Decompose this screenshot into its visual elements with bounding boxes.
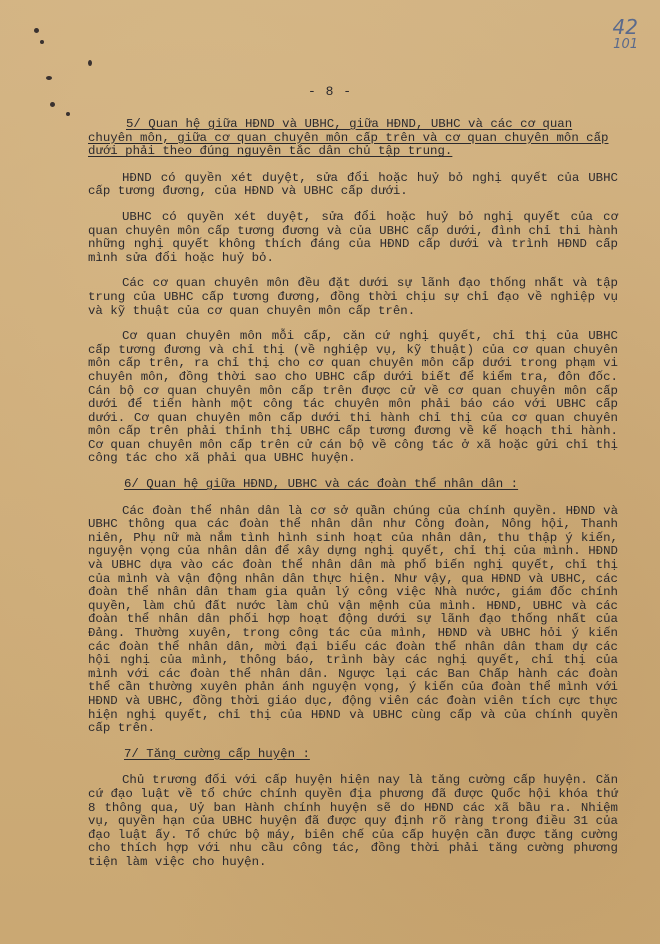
section-5-paragraph: HĐND có quyền xét duyệt, sửa đổi hoặc huỷ bỏ nghị quyết của UBHC cấp tương đương, của HĐND và UBHC cấp dưới. (88, 170, 618, 199)
ink-speck (66, 112, 70, 116)
section-5-paragraph: Cơ quan chuyên môn mỗi cấp, căn cứ nghị quyết, chỉ thị của UBHC cấp tương đương và chỉ thị (về nghiệp vụ, kỹ thuật) của cơ quan chuyên môn cấp trên, ra chỉ thị cho cơ quan chuyên môn cấp dưới trong phạm vi chuyên môn, đồng thời sao cho UBHC cấp dưới biết để kiểm tra, đôn đốc. Cán bộ cơ quan chuyên môn cấp trên được cử về cơ quan chuyên môn cấp dưới để tiến hành một công tác chuyên môn phải báo cáo với UBHC cấp dưới. Cơ quan chuyên môn cấp dưới thi hành chỉ thị của cơ quan chuyên môn cấp trên phải thỉnh thị UBHC cấp tương đương về kế hoạch thi hành. Cơ quan chuyên môn cấp trên cử cán bộ về công tác ở xã hoặc gửi chỉ thị công tác cho xã phải qua UBHC huyện. (88, 329, 618, 466)
archive-number-main: 42 (612, 15, 638, 39)
section-6-paragraph: Các đoàn thể nhân dân là cơ sở quần chúng của chính quyền. HĐND và UBHC thông qua các đoàn thể nhân dân như Công đoàn, Nông hội, Thanh niên, Phụ nữ mà nắm tình hình sinh hoạt của nhân dân, thu thập ý kiến, nguyện vọng của nhân dân để xây dựng nghị quyết, chỉ thị của mình. HĐND và UBHC dựa vào các đoàn thể nhân dân mà phổ biến nghị quyết, chỉ thị của mình và vận động nhân dân thực hiện. Như vậy, qua HĐND và UBHC, các đoàn thể nhân dân tham gia quản lý công việc Nhà nước, giám đốc chính quyền, làm chủ đất nước làm chủ vận mệnh của mình. HĐND, UBHC và các đoàn thể nhân dân phối hợp hoạt động dưới sự lãnh đạo thống nhất của Đảng. Thường xuyên, trong công tác của mình, HĐND và UBHC hỏi ý kiến các đoàn thể nhân dân, mời đại biểu các đoàn thể nhân dân tham dự các hội nghị của mình, thông báo, trình bày các nghị quyết, chỉ thị của mình với các đoàn thể nhân dân. Ngược lại các Ban Chấp hành các đoàn thể cần thường xuyên phản ánh nguyện vọng, ý kiến của đoàn thể mình với HĐND và UBHC, đồng thời giáo dục, động viên các đoàn viên tích cực thực hiện nghị quyết, chỉ thị của HĐND và UBHC cùng cấp và của chính quyền cấp trên. (88, 503, 618, 736)
section-5-paragraph: Các cơ quan chuyên môn đều đặt dưới sự lãnh đạo thống nhất và tập trung của UBHC cấp tương đương, đồng thời chịu sự chỉ đạo về nghiệp vụ và kỹ thuật của cơ quan chuyên môn cấp trên. (88, 276, 618, 318)
section-5-heading: 5/ Quan hệ giữa HĐND và UBHC, giữa HĐND, UBHC và các cơ quan chuyên môn, giữa cơ quan chuyên môn cấp trên và cơ quan chuyên môn cấp dưới phải theo đúng nguyên tắc dân chủ tập trung. (88, 117, 609, 159)
page-number: - 8 - (307, 84, 352, 99)
document-body (88, 118, 618, 882)
section-7-heading: 7/ Tăng cường cấp huyện : (124, 746, 310, 761)
ink-speck (88, 60, 92, 66)
section-6-heading: 6/ Quan hệ giữa HĐND, UBHC và các đoàn thể nhân dân : (124, 477, 519, 492)
section-7-paragraph: Chủ trương đối với cấp huyện hiện nay là tăng cường cấp huyện. Căn cứ đạo luật về tổ chức chính quyền địa phương đã được Quốc hội khóa thứ 8 thông qua, Uỷ ban Hành chính huyện sẽ do HĐND các xã bầu ra. Nhiệm vụ, quyền hạn của UBHC huyện đã được quy định rõ ràng trong điều 31 của đạo luật ấy. Tổ chức bộ máy, biên chế của cấp huyện cần được tăng cường cho thích hợp với nhu cầu công tác, đồng thời phải tăng cường phương tiện làm việc cho huyện. (88, 773, 618, 869)
section-5-paragraph: UBHC có quyền xét duyệt, sửa đổi hoặc huỷ bỏ nghị quyết của cơ quan chuyên môn cấp tương đương và của UBHC cấp dưới, đình chỉ thi hành những nghị quyết không thích đáng của HĐND cấp dưới và trình HĐND cấp mình sửa đổi hoặc huỷ bỏ. (88, 209, 618, 265)
archive-number-sub: 101 (613, 37, 638, 52)
ink-speck (34, 28, 39, 33)
archive-number (612, 15, 638, 54)
ink-speck (40, 40, 44, 44)
ink-speck (50, 102, 55, 107)
ink-speck (46, 76, 52, 80)
